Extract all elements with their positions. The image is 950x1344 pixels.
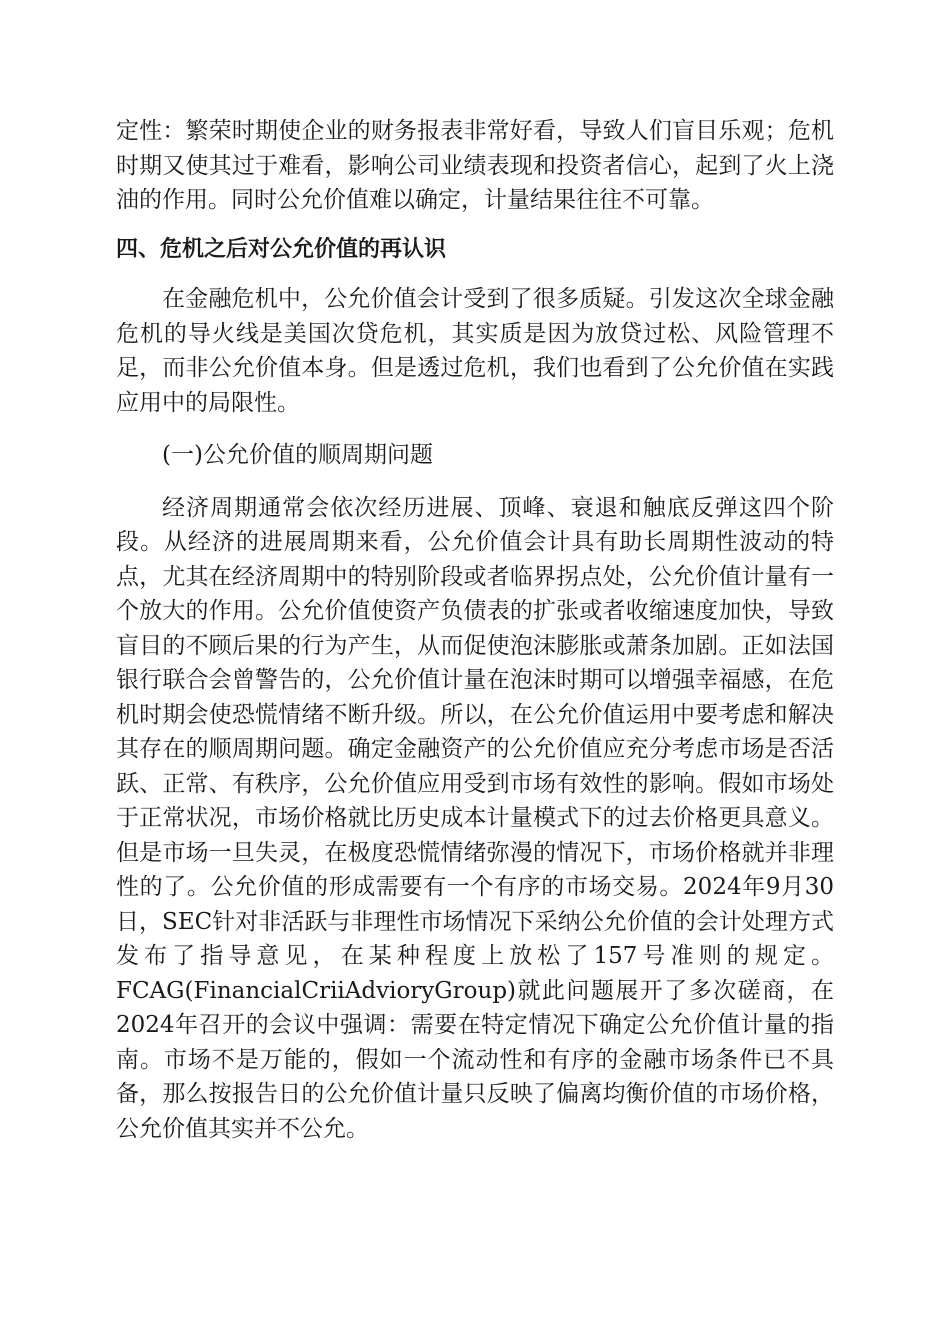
document-body — [116, 114, 834, 1146]
section-heading: 四、危机之后对公允价值的再认识 — [116, 236, 447, 262]
paragraph-financial-crisis: 在金融危机中，公允价值会计受到了很多质疑。引发这次全球金融危机的导火线是美国次贷危机，其实质是因为放贷过松、风险管理不足，而非公允价值本身。但是透过危机，我们也看到了公允价值在实践应用中的局限性。 — [116, 286, 834, 416]
paragraph-procyclicality: 经济周期通常会依次经历进展、顶峰、衰退和触底反弹这四个阶段。从经济的进展周期来看，公允价值会计具有助长周期性波动的特点，尤其在经济周期中的特别阶段或者临界拐点处，公允价值计量有一个放大的作用。公允价值使资产负债表的扩张或者收缩速度加快，导致盲目的不顾后果的行为产生，从而促使泡沫膨胀或萧条加剧。正如法国银行联合会曾警告的，公允价值计量在泡沫时期可以增强幸福感，在危机时期会使恐慌情绪不断升级。所以，在公允价值运用中要考虑和解决其存在的顺周期问题。确定金融资产的公允价值应充分考虑市场是否活跃、正常、有秩序，公允价值应用受到市场有效性的影响。假如市场处于正常状况，市场价格就比历史成本计量模式下的过去价格更具意义。但是市场一旦失灵，在极度恐慌情绪弥漫的情况下，市场价格就并非理性的了。公允价值的形成需要有一个有序的市场交易。2024年9月30日，SEC针对非活跃与非理性市场情况下采纳公允价值的会计处理方式发布了指导意见，在某种程度上放松了157号准则的规定。FCAG(FinancialCriiAdvioryGroup)就此问题展开了多次磋商，在2024年召开的会议中强调：需要在特定情况下确定公允价值计量的指南。市场不是万能的，假如一个流动性和有序的金融市场条件已不具备，那么按报告日的公允价值计量只反映了偏离均衡价值的市场价格，公允价值其实并不公允。 — [116, 494, 834, 1142]
subsection-heading: (一)公允价值的顺周期问题 — [162, 442, 433, 468]
continued-paragraph: 定性：繁荣时期使企业的财务报表非常好看，导致人们盲目乐观；危机时期又使其过于难看，影响公司业绩表现和投资者信心，起到了火上浇油的作用。同时公允价值难以确定，计量结果往往不可靠。 — [116, 118, 834, 213]
